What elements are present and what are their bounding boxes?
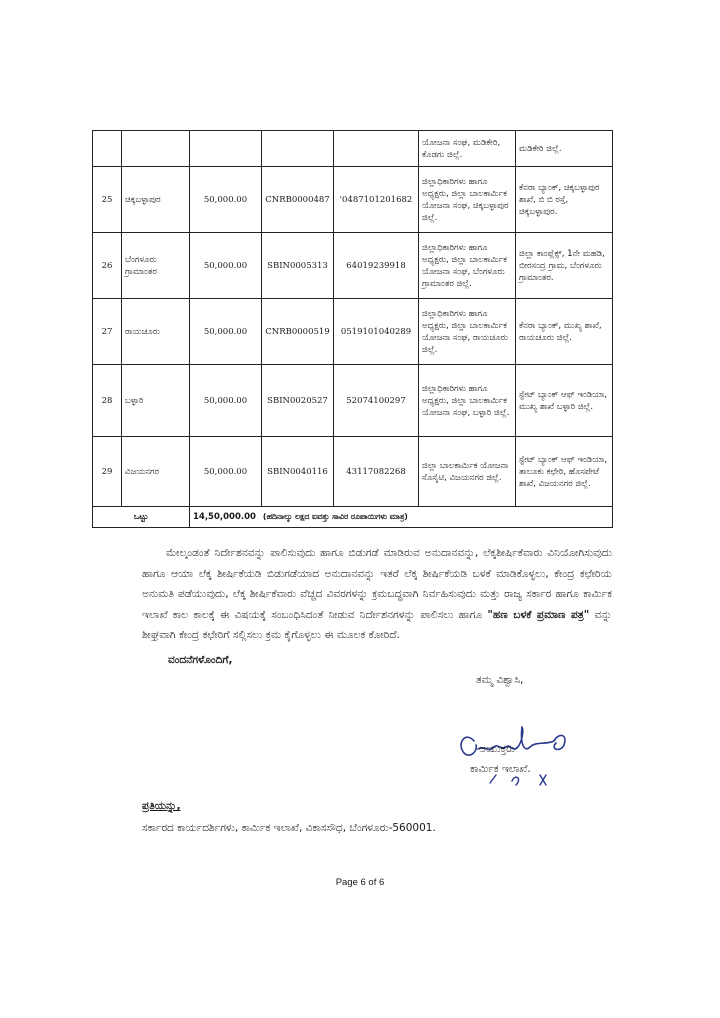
total-amount-cell [190, 507, 613, 528]
copy-recipient: ಸರ್ಕಾರದ ಕಾರ್ಯದರ್ಶಿಗಳು, ಕಾರ್ಮಿಕ ಇಲಾಖೆ, ವಿಕಾಸಸೌಧ, ಬೆಂಗಳೂರು-560001. [142, 822, 436, 834]
cell-district: ಬಳ್ಳಾರಿ [122, 365, 190, 437]
designation-commissioner: ಆಯುಕ್ತರು [479, 743, 516, 755]
cell-district: ಚಿಕ್ಕಬಳ್ಳಾಪುರ [122, 167, 190, 233]
cell-amount [190, 131, 262, 167]
cell-sl: 27 [93, 299, 122, 365]
cell-sl: 29 [93, 437, 122, 507]
cell-office: ಜಿಲ್ಲಾಧಿಕಾರಿಗಳು ಹಾಗೂ ಅಧ್ಯಕ್ಷರು, ಜಿಲ್ಲಾ ಬಾಲಕಾರ್ಮಿಕ ಯೋಜನಾ ಸಂಘ, ರಾಯಚೂರು ಜಿಲ್ಲೆ. [419, 299, 516, 365]
cell-district: ಬೆಂಗಳೂರು ಗ್ರಾಮಾಂತರ [122, 233, 190, 299]
cell-bank: ಸ್ಟೇಟ್ ಬ್ಯಾಂಕ್ ಆಫ್ ಇಂಡಿಯಾ, ತಾಲೂಕು ಕಛೇರಿ, ಹೊಸಪೇಟೆ ಶಾಖೆ, ವಿಜಯನಗರ ಜಿಲ್ಲೆ. [516, 437, 613, 507]
table-row [93, 365, 613, 437]
total-amount-words: (ಹದಿನಾಲ್ಕು ಲಕ್ಷದ ಐವತ್ತು ಸಾವಿರ ರೂಪಾಯಿಗಳು ಮಾತ್ರ) [262, 512, 408, 521]
yours-faithfully: ತಮ್ಮ ವಿಶ್ವಾಸಿ, [476, 674, 524, 686]
cell-amount: 50,000.00 [190, 299, 262, 365]
total-amount: 14,50,000.00 [193, 512, 256, 522]
cell-district [122, 131, 190, 167]
table-row [93, 233, 613, 299]
cell-amount: 50,000.00 [190, 437, 262, 507]
cell-bank: ಮಡಿಕೇರಿ ಜಿಲ್ಲೆ. [516, 131, 613, 167]
cell-office: ಜಿಲ್ಲಾ ಬಾಲಕಾರ್ಮಿಕ ಯೋಜನಾ ಸೊಸೈಟಿ, ವಿಜಯನಗರ ಜಿಲ್ಲೆ. [419, 437, 516, 507]
table-row [93, 167, 613, 233]
copy-heading: ಪ್ರತಿಯನ್ನು, [142, 800, 181, 812]
cell-bank: ಸ್ಟೇಟ್ ಬ್ಯಾಂಕ್ ಆಫ್ ಇಂಡಿಯಾ, ಮುಖ್ಯ ಶಾಖೆ ಬಳ್ಳಾರಿ ಜಿಲ್ಲೆ. [516, 365, 613, 437]
table-row [93, 299, 613, 365]
cell-amount: 50,000.00 [190, 365, 262, 437]
cell-ifsc [262, 131, 334, 167]
cell-amount: 50,000.00 [190, 167, 262, 233]
paragraph-text: ಮೇಲ್ಕಂಡಂತೆ ನಿರ್ದೇಶನವನ್ನು ಪಾಲಿಸುವುದು ಹಾಗೂ ಬಿಡುಗಡೆ ಮಾಡಿರುವ ಅನುದಾನವನ್ನು, ಲೆಕ್ಕಶೀರ್ಷಿಕೆವಾರು ವಿನಿಯೋಗಿಸುವುದು ಹಾಗೂ ಆಯಾ ಲೆಕ್ಕ ಶೀರ್ಷಿಕೆಯಡಿ ಬಿಡುಗಡೆಯಾದ ಅನುದಾನವನ್ನು ಇತರೆ ಲೆಕ್ಕ ಶೀರ್ಷಿಕೆಯಡಿ ಬಳಕೆ ಮಾಡಿಕೊಳ್ಳಲು, ಕೇಂದ್ರ ಕಛೇರಿಯ ಅನುಮತಿ ಪಡೆಯುವುದು, ಲೆಕ್ಕ ಶೀರ್ಷಿಕೆವಾರು ವೆಚ್ಚದ ವಿವರಗಳನ್ನು ಕ್ರಮಬದ್ಧವಾಗಿ ನಿರ್ವಹಿಸುವುದು ಮತ್ತು ರಾಜ್ಯ ಸರ್ಕಾರ ಹಾಗೂ ಕಾರ್ಮಿಕ ಇಲಾಖೆ ಕಾಲ ಕಾಲಕ್ಕೆ ಈ ವಿಷಯಕ್ಕೆ ಸಂಬಂಧಿಸಿದಂತೆ ನೀಡುವ ನಿರ್ದೇಶನಗಳನ್ನು ಪಾಲಿಸಲು ಹಾಗೂ [142, 547, 612, 621]
cell-ifsc: CNRB0000487 [262, 167, 334, 233]
cell-sl [93, 131, 122, 167]
cell-account [334, 131, 419, 167]
cell-sl: 25 [93, 167, 122, 233]
utilisation-certificate-phrase: "ಹಣ ಬಳಕೆ ಪ್ರಮಾಣ ಪತ್ರ" [487, 608, 590, 621]
cell-bank: ಕೆನರಾ ಬ್ಯಾಂಕ್, ಚಿಕ್ಕಬಳ್ಳಾಪುರ ಶಾಖೆ, ಬಿ ಬಿ ರಸ್ತೆ, ಚಿಕ್ಕಬಳ್ಳಾಪುರ. [516, 167, 613, 233]
cell-bank: ಕೆನರಾ ಬ್ಯಾಂಕ್, ಮುಖ್ಯ ಶಾಖೆ, ರಾಯಚೂರು ಜಿಲ್ಲೆ. [516, 299, 613, 365]
cell-office: ಜಿಲ್ಲಾಧಿಕಾರಿಗಳು ಹಾಗೂ ಅಧ್ಯಕ್ಷರು, ಜಿಲ್ಲಾ ಬಾಲಕಾರ್ಮಿಕ ಯೋಜನಾ ಸಂಘ, ಚಿಕ್ಕಬಳ್ಳಾಪುರ ಜಿಲ್ಲೆ. [419, 167, 516, 233]
cell-office: ಯೋಜನಾ ಸಂಘ, ಮಡಿಕೇರಿ, ಕೊಡಗು ಜಿಲ್ಲೆ. [419, 131, 516, 167]
cell-ifsc: SBIN0040116 [262, 437, 334, 507]
cell-account: 0519101040289 [334, 299, 419, 365]
cell-district: ವಿಜಯನಗರ [122, 437, 190, 507]
cell-account: '0487101201682 [334, 167, 419, 233]
designation-department: ಕಾರ್ಮಿಕ ಇಲಾಖೆ. [470, 763, 531, 775]
page-footer: Page 6 of 6 [335, 877, 385, 888]
signature-icon [450, 723, 590, 793]
cell-ifsc: CNRB0000519 [262, 299, 334, 365]
fund-table-body [93, 131, 613, 528]
total-label: ಒಟ್ಟು [93, 507, 190, 528]
cell-account: 43117082268 [334, 437, 419, 507]
cell-account: 64019239918 [334, 233, 419, 299]
cell-account: 52074100297 [334, 365, 419, 437]
instruction-paragraph [142, 543, 612, 646]
greeting: ವಂದನೆಗಳೊಂದಿಗೆ, [168, 654, 233, 666]
cell-ifsc: SBIN0020527 [262, 365, 334, 437]
cell-sl: 26 [93, 233, 122, 299]
cell-amount: 50,000.00 [190, 233, 262, 299]
table-row [93, 437, 613, 507]
paragraph-end: ವನ್ನು ಶೀಘ್ರವಾಗಿ ಕೇಂದ್ರ ಕಛೇರಿಗೆ ಸಲ್ಲಿಸಲು ಕ್ರಮ ಕೈಗೊಳ್ಳಲು ಈ ಮೂಲಕ ಕೋರಿದೆ. [142, 608, 612, 641]
cell-sl: 28 [93, 365, 122, 437]
cell-office: ಜಿಲ್ಲಾಧಿಕಾರಿಗಳು ಹಾಗೂ ಅಧ್ಯಕ್ಷರು, ಜಿಲ್ಲಾ ಬಾಲಕಾರ್ಮಿಕ ಯೋಜನಾ ಸಂಘ, ಬಳ್ಳಾರಿ ಜಿಲ್ಲೆ. [419, 365, 516, 437]
cell-bank: ಜಿಲ್ಲಾ ಕಾಂಪ್ಲೆಕ್ಸ್, 1ನೇ ಮಹಡಿ, ಬೀರಸಂದ್ರ ಗ್ರಾಮ, ಬೆಂಗಳೂರು ಗ್ರಾಮಾಂತರ. [516, 233, 613, 299]
total-row [93, 507, 613, 528]
fund-release-table [92, 130, 613, 528]
cell-ifsc: SBIN0005313 [262, 233, 334, 299]
cell-office: ಜಿಲ್ಲಾಧಿಕಾರಿಗಳು ಹಾಗೂ ಅಧ್ಯಕ್ಷರು, ಜಿಲ್ಲಾ ಬಾಲಕಾರ್ಮಿಕ ಯೋಜನಾ ಸಂಘ, ಬೆಂಗಳೂರು ಗ್ರಾಮಾಂತರ ಜಿಲ್ಲೆ. [419, 233, 516, 299]
table-row [93, 131, 613, 167]
cell-district: ರಾಯಚೂರು [122, 299, 190, 365]
